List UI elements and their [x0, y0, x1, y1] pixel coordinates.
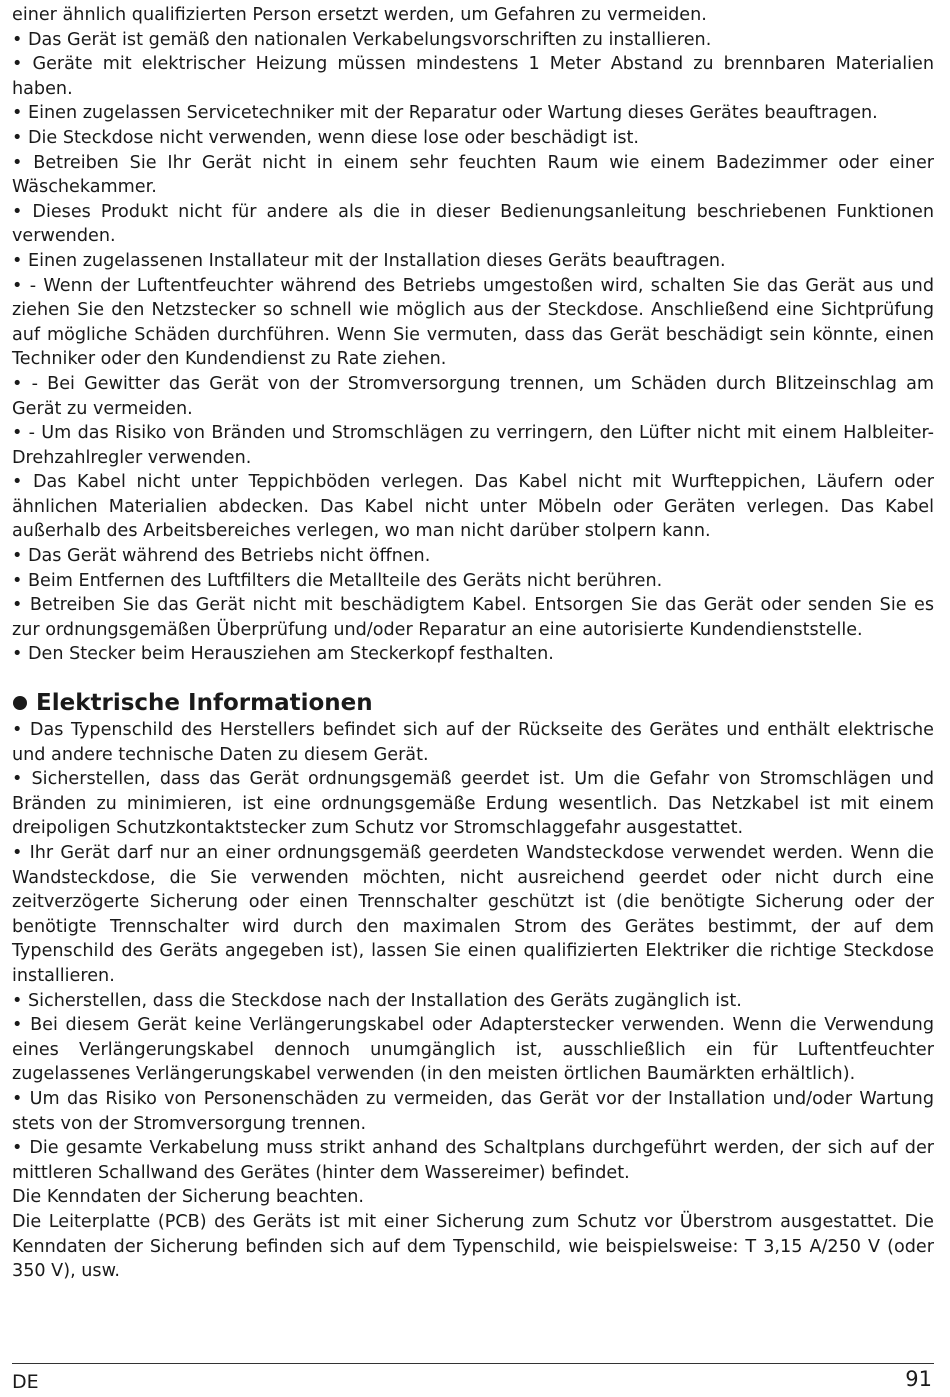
paragraph: • Das Kabel nicht unter Teppichböden verlegen. Das Kabel nicht mit Wurfteppichen, Läufern oder ähnlichen Materialien abdecken. Das Kabel nicht unter Möbeln oder Geräten verlegen. Das Kabel außerhalb des Arbeitsbereiches verlegen, wo man nicht darüber stolpern kann.: [12, 472, 934, 542]
paragraph: • Sicherstellen, dass das Gerät ordnungsgemäß geerdet ist. Um die Gefahr von Stromschlägen und Bränden zu minimieren, ist eine ordnungsgemäße Erdung wesentlich. Das Netzkabel ist mit einem dreipoligen Schutzkontaktstecker zum Schutz vor Stromschlaggefahr ausgestattet.: [12, 769, 934, 839]
footer-language: DE: [12, 1371, 39, 1393]
paragraph: • Dieses Produkt nicht für andere als die in dieser Bedienungsanleitung beschriebenen Funktionen verwenden.: [12, 201, 934, 247]
paragraph: • Einen zugelassen Servicetechniker mit der Reparatur oder Wartung dieses Gerätes beauftragen.: [12, 103, 878, 124]
section-heading: [12, 688, 934, 718]
paragraph: • Beim Entfernen des Luftfilters die Metallteile des Geräts nicht berühren.: [12, 570, 663, 591]
page-number: 91: [905, 1367, 932, 1391]
paragraph: • Das Gerät ist gemäß den nationalen Verkabelungsvorschriften zu installieren.: [12, 29, 712, 50]
paragraph: • Betreiben Sie das Gerät nicht mit beschädigtem Kabel. Entsorgen Sie das Gerät oder senden Sie es zur ordnungsgemäßen Überprüfung und/oder Reparatur an eine autorisierte Kundendienststelle.: [12, 595, 934, 640]
paragraph: • Ihr Gerät darf nur an einer ordnungsgemäß geerdeten Wandsteckdose verwendet werden. Wenn die Wandsteckdose, die Sie verwenden möchten, nicht ausreichend geerdet oder nicht durch eine zeitverzögerte Sicherung oder einen Trennschalter geschützt ist (die benötigte Sicherung oder der benötigte Trennschalter wird durch den maximalen Strom des Gerätes bestimmt, der auf dem Typenschild des Geräts angegeben ist), lassen Sie einen qualifizierten Elektriker die richtige Steckdose installieren.: [12, 843, 934, 986]
paragraph: Die Kenndaten der Sicherung beachten.: [12, 1187, 364, 1208]
paragraph: • Betreiben Sie Ihr Gerät nicht in einem sehr feuchten Raum wie einem Badezimmer oder einer Wäschekammer.: [12, 152, 934, 198]
intro-list: [12, 3, 934, 667]
page-content: [12, 3, 934, 1284]
paragraph: einer ähnlich qualifizierten Person ersetzt werden, um Gefahren zu vermeiden.: [12, 5, 707, 25]
paragraph: • Die gesamte Verkabelung muss strikt anhand des Schaltplans durchgeführt werden, der sich auf der mittleren Schallwand des Gerätes (hinter dem Wassereimer) befindet.: [12, 1138, 934, 1183]
paragraph: • Das Gerät während des Betriebs nicht öffnen.: [12, 546, 431, 567]
paragraph: • Den Stecker beim Herausziehen am Steckerkopf festhalten.: [12, 644, 554, 665]
paragraph: • Bei diesem Gerät keine Verlängerungskabel oder Adapterstecker verwenden. Wenn die Verwendung eines Verlängerungskabel dennoch unumgänglich ist, ausschließlich ein für Luftentfeuchter zugelassenes Verlängerungskabel verwenden (in den meisten örtlichen Baumärkten erhältlich).: [12, 1015, 934, 1085]
paragraph: • Das Typenschild des Herstellers befindet sich auf der Rückseite des Gerätes und enthält elektrische und andere technische Daten zu diesem Gerät.: [12, 720, 934, 765]
paragraph: • Einen zugelassenen Installateur mit der Installation dieses Geräts beauftragen.: [12, 250, 726, 271]
paragraph: • Geräte mit elektrischer Heizung müssen mindestens 1 Meter Abstand zu brennbaren Materialien haben.: [12, 54, 934, 99]
footer-divider: [12, 1363, 934, 1364]
paragraph: • - Um das Risiko von Bränden und Stromschlägen zu verringern, den Lüfter nicht mit einem Halbleiter-Drehzahlregler verwenden.: [12, 423, 934, 468]
paragraph: Die Leiterplatte (PCB) des Geräts ist mit einer Sicherung zum Schutz vor Überstrom ausgestattet. Die Kenndaten der Sicherung befinden sich auf dem Typenschild, wie beispielsweise: T 3,15 A/250 V (oder 350 V), usw.: [12, 1211, 934, 1282]
paragraph: • Um das Risiko von Personenschäden zu vermeiden, das Gerät vor der Installation und/oder Wartung stets von der Stromversorgung trennen.: [12, 1088, 934, 1134]
section-list: [12, 718, 934, 1284]
paragraph: • Die Steckdose nicht verwenden, wenn diese lose oder beschädigt ist.: [12, 127, 640, 148]
paragraph: • - Wenn der Luftentfeuchter während des Betriebs umgestoßen wird, schalten Sie das Gerät aus und ziehen Sie den Netzstecker so schnell wie möglich aus der Steckdose. Anschließend eine Sichtprüfung auf mögliche Schäden durchführen. Wenn Sie vermuten, dass das Gerät beschädigt sein könnte, einen Techniker oder den Kundendienst zu Rate ziehen.: [12, 275, 934, 370]
paragraph: • - Bei Gewitter das Gerät von der Stromversorgung trennen, um Schäden durch Blitzeinschlag am Gerät zu vermeiden.: [12, 373, 934, 419]
paragraph: • Sicherstellen, dass die Steckdose nach der Installation des Geräts zugänglich ist.: [12, 990, 742, 1011]
bullet-dot-icon: [13, 696, 27, 710]
section-title: Elektrische Informationen: [36, 690, 373, 717]
